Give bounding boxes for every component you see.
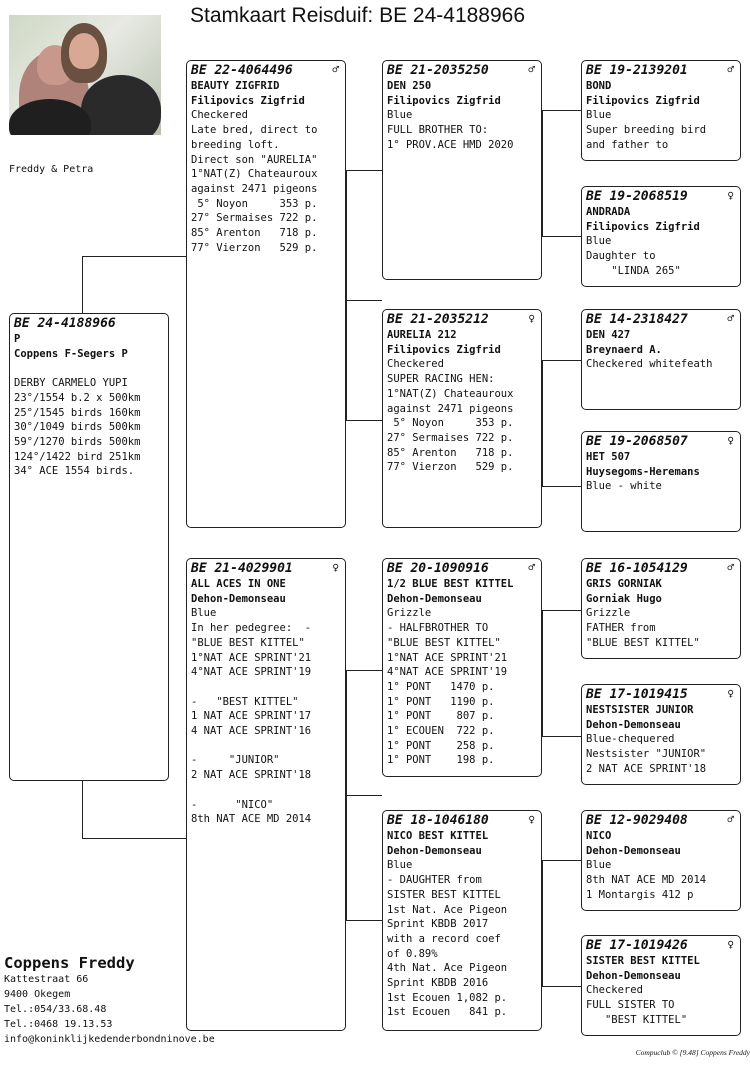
card-text-line: FULL BROTHER TO: xyxy=(387,124,489,137)
card-text-line: FATHER from xyxy=(586,622,656,635)
ring-number: BE 22-4064496 xyxy=(191,63,293,78)
card-heading-line: BEAUTY ZIGFRID xyxy=(191,80,280,92)
card-text-line: Checkered xyxy=(586,984,643,997)
card-text-line: SUPER RACING HEN: xyxy=(387,373,495,386)
card-heading-line: ANDRADA xyxy=(586,206,631,218)
owner-name: Coppens Freddy xyxy=(4,954,135,972)
card-text-line: 1st Ecouen 841 p. xyxy=(387,1006,508,1019)
card-text-line: and father to xyxy=(586,138,669,151)
card-text-line: DERBY CARMELO YUPI xyxy=(14,377,128,390)
ring-number: BE 14-2318427 xyxy=(586,312,688,327)
card-text-line xyxy=(191,680,341,695)
owner-contact xyxy=(4,954,215,1047)
card-text-line: Checkered whitefeath xyxy=(586,358,713,371)
card-text-line: FULL SISTER TO xyxy=(586,999,675,1012)
pedigree-card-sire-dam xyxy=(382,309,542,528)
ring-number: BE 20-1090916 xyxy=(387,561,489,576)
pedigree-card-ggp-8 xyxy=(581,935,741,1036)
owner-phone-2: Tel.:0468 19.13.53 xyxy=(4,1019,113,1030)
card-text-line: - DAUGHTER from xyxy=(387,874,482,887)
card-text-line: 2 NAT ACE SPRINT'18 xyxy=(191,769,312,782)
card-text-line: 59°/1270 birds 500km xyxy=(14,435,141,448)
female-symbol-icon: ♀ xyxy=(727,434,734,447)
card-text-line: In her pedegree: - xyxy=(191,622,312,635)
card-text-line: "BLUE BEST KITTEL" xyxy=(586,636,700,649)
card-text-line: "BEST KITTEL" xyxy=(586,1013,688,1026)
male-symbol-icon: ♂ xyxy=(528,561,535,574)
owner-phone-1: Tel.:054/33.68.48 xyxy=(4,1004,107,1015)
card-text-line: 5° Noyon 353 p. xyxy=(191,197,318,210)
ring-number: BE 17-1019415 xyxy=(586,687,688,702)
card-text-line: SISTER BEST KITTEL xyxy=(387,888,501,901)
card-text-line: - HALFBROTHER TO xyxy=(387,622,489,635)
pedigree-card-dam-dam xyxy=(382,810,542,1031)
ring-number: BE 16-1054129 xyxy=(586,561,688,576)
card-text-line: 8th NAT ACE MD 2014 xyxy=(586,874,707,887)
card-heading-line: 1/2 BLUE BEST KITTEL xyxy=(387,578,514,590)
card-text-line: Super breeding bird xyxy=(586,124,707,137)
female-symbol-icon: ♀ xyxy=(528,312,535,325)
female-symbol-icon: ♀ xyxy=(528,813,535,826)
card-heading-line: NICO xyxy=(586,830,612,842)
male-symbol-icon: ♂ xyxy=(332,63,339,76)
card-text-line: of 0.89% xyxy=(387,947,438,960)
card-text-line: 1°NAT(Z) Chateauroux xyxy=(387,387,514,400)
pedigree-card-ggp-7 xyxy=(581,810,741,911)
card-heading-line: Dehon-Demonseau xyxy=(387,592,482,605)
card-text-line: "BLUE BEST KITTEL" xyxy=(191,636,305,649)
pedigree-card-ggp-4 xyxy=(581,431,741,532)
card-text-line: 1°NAT ACE SPRINT'21 xyxy=(191,651,312,664)
card-text-line: Direct son "AURELIA" xyxy=(191,153,318,166)
card-text-line: 4°NAT ACE SPRINT'19 xyxy=(191,666,312,679)
pedigree-card-ggp-6 xyxy=(581,684,741,785)
card-text-line: Blue xyxy=(191,607,217,620)
card-heading-line: DEN 427 xyxy=(586,329,631,341)
ring-number: BE 19-2139201 xyxy=(586,63,688,78)
card-heading-line: Filipovics Zigfrid xyxy=(387,94,501,107)
card-text-line: "LINDA 265" xyxy=(586,264,681,277)
pedigree-card-ggp-5 xyxy=(581,558,741,659)
card-text-line: 2 NAT ACE SPRINT'18 xyxy=(586,762,707,775)
owner-city: 9400 Okegem xyxy=(4,989,71,1000)
card-text-line: - "BEST KITTEL" xyxy=(191,695,299,708)
card-heading-line: BOND xyxy=(586,80,612,92)
card-text-line: 1° PONT 1190 p. xyxy=(387,695,495,708)
card-text-line: Blue - white xyxy=(586,480,662,493)
pedigree-card-sire-sire xyxy=(382,60,542,280)
card-text-line: 85° Arenton 718 p. xyxy=(191,227,318,240)
card-heading-line: HET 507 xyxy=(586,451,631,463)
male-symbol-icon: ♂ xyxy=(727,312,734,325)
owner-street: Kattestraat 66 xyxy=(4,974,89,985)
card-heading-line: Dehon-Demonseau xyxy=(586,718,681,731)
card-text-line: - "JUNIOR" xyxy=(191,754,280,767)
card-text-line: 30°/1049 birds 500km xyxy=(14,421,141,434)
card-text-line: 5° Noyon 353 p. xyxy=(387,417,514,430)
card-text-line: 1° PONT 1470 p. xyxy=(387,680,495,693)
card-text-line: Blue xyxy=(586,109,612,122)
card-text-line: 85° Arenton 718 p. xyxy=(387,446,514,459)
pedigree-card-dam-sire xyxy=(382,558,542,777)
pedigree-card-ggp-1 xyxy=(581,60,741,161)
card-text-line: Checkered xyxy=(387,358,444,371)
card-text-line: against 2471 pigeons xyxy=(191,182,318,195)
card-text-line: 1° PROV.ACE HMD 2020 xyxy=(387,138,514,151)
footer-credit: Compuclub © [9.48] Coppens Freddy xyxy=(635,1048,750,1057)
card-text-line: 4th Nat. Ace Pigeon xyxy=(387,962,508,975)
card-heading-line: NICO BEST KITTEL xyxy=(387,830,489,842)
card-text-line: - "NICO" xyxy=(191,798,274,811)
card-text-line: Blue xyxy=(586,235,612,248)
card-text-line: Grizzle xyxy=(387,607,432,620)
card-heading-line: Filipovics Zigfrid xyxy=(586,94,700,107)
card-text-line: 1° PONT 198 p. xyxy=(387,754,495,767)
pedigree-card-subject xyxy=(9,313,169,781)
card-heading-line: Dehon-Demonseau xyxy=(191,592,286,605)
card-text-line: Blue-chequered xyxy=(586,733,675,746)
card-text-line: 1° PONT 258 p. xyxy=(387,739,495,752)
card-text-line: Late bred, direct to xyxy=(191,124,318,137)
card-text-line: Checkered xyxy=(191,109,248,122)
card-text-line: 1° PONT 807 p. xyxy=(387,710,495,723)
photo-caption: Freddy & Petra xyxy=(9,164,94,175)
ring-number: BE 21-4029901 xyxy=(191,561,293,576)
card-heading-line: Dehon-Demonseau xyxy=(586,969,681,982)
card-text-line: Sprint KBDB 2016 xyxy=(387,977,489,990)
male-symbol-icon: ♂ xyxy=(727,813,734,826)
male-symbol-icon: ♂ xyxy=(727,561,734,574)
card-text-line: 4 NAT ACE SPRINT'16 xyxy=(191,725,312,738)
card-heading-line: Breynaerd A. xyxy=(586,343,662,356)
card-text-line: 23°/1554 b.2 x 500km xyxy=(14,391,141,404)
card-text-line: Nestsister "JUNIOR" xyxy=(586,748,707,761)
card-heading-line: GRIS GORNIAK xyxy=(586,578,662,590)
card-heading-line: Filipovics Zigfrid xyxy=(191,94,305,107)
card-heading-line: ALL ACES IN ONE xyxy=(191,578,286,590)
card-heading-line: Dehon-Demonseau xyxy=(586,844,681,857)
card-text-line xyxy=(14,361,164,376)
ring-number: BE 18-1046180 xyxy=(387,813,489,828)
card-heading-line: Coppens F-Segers P xyxy=(14,347,128,360)
male-symbol-icon: ♂ xyxy=(528,63,535,76)
ring-number: BE 19-2068519 xyxy=(586,189,688,204)
card-text-line: 4°NAT ACE SPRINT'19 xyxy=(387,666,508,679)
card-text-line: Sprint KBDB 2017 xyxy=(387,918,489,931)
card-text-line: 1°NAT(Z) Chateauroux xyxy=(191,168,318,181)
pedigree-card-ggp-2 xyxy=(581,186,741,287)
female-symbol-icon: ♀ xyxy=(727,687,734,700)
card-text-line: "BLUE BEST KITTEL" xyxy=(387,636,501,649)
pedigree-card-ggp-3 xyxy=(581,309,741,410)
card-text-line: Blue xyxy=(586,859,612,872)
pedigree-card-father xyxy=(186,60,346,528)
card-text-line: 77° Vierzon 529 p. xyxy=(387,461,514,474)
card-heading-line: AURELIA 212 xyxy=(387,329,457,341)
card-text-line: against 2471 pigeons xyxy=(387,402,514,415)
card-heading-line: Filipovics Zigfrid xyxy=(586,220,700,233)
card-heading-line: Dehon-Demonseau xyxy=(387,844,482,857)
female-symbol-icon: ♀ xyxy=(727,938,734,951)
ring-number: BE 24-4188966 xyxy=(14,316,116,331)
male-symbol-icon: ♂ xyxy=(727,63,734,76)
card-text-line: 25°/1545 birds 160km xyxy=(14,406,141,419)
card-text-line: 27° Sermaises 722 p. xyxy=(191,212,318,225)
card-text-line: 1 NAT ACE SPRINT'17 xyxy=(191,710,312,723)
card-text-line xyxy=(191,783,341,798)
ring-number: BE 12-9029408 xyxy=(586,813,688,828)
card-heading-line: Huysegoms-Heremans xyxy=(586,465,700,478)
card-text-line: with a record coef xyxy=(387,932,501,945)
card-text-line: Blue xyxy=(387,859,413,872)
card-heading-line: NESTSISTER JUNIOR xyxy=(586,704,694,716)
card-text-line: 1 Montargis 412 p xyxy=(586,888,694,901)
card-heading-line: Gorniak Hugo xyxy=(586,592,662,605)
female-symbol-icon: ♀ xyxy=(332,561,339,574)
ring-number: BE 17-1019426 xyxy=(586,938,688,953)
card-text-line: 8th NAT ACE MD 2014 xyxy=(191,813,312,826)
ring-number: BE 19-2068507 xyxy=(586,434,688,449)
ring-number: BE 21-2035212 xyxy=(387,312,489,327)
card-heading-line: DEN 250 xyxy=(387,80,432,92)
owner-photo xyxy=(9,15,161,135)
owner-email[interactable]: info@koninklijkedenderbondninove.be xyxy=(4,1034,215,1045)
card-text-line: 1°NAT ACE SPRINT'21 xyxy=(387,651,508,664)
card-text-line: 1st Nat. Ace Pigeon xyxy=(387,903,508,916)
card-text-line: Blue xyxy=(387,109,413,122)
page-title: Stamkaart Reisduif: BE 24-4188966 xyxy=(190,4,526,27)
card-heading-line: P xyxy=(14,333,21,345)
card-heading-line: SISTER BEST KITTEL xyxy=(586,955,700,967)
card-text-line: 27° Sermaises 722 p. xyxy=(387,431,514,444)
card-text-line: 1° ECOUEN 722 p. xyxy=(387,725,495,738)
card-text-line: breeding loft. xyxy=(191,138,280,151)
card-text-line: 34° ACE 1554 birds. xyxy=(14,465,135,478)
card-text-line: Daughter to xyxy=(586,250,656,263)
card-text-line: 124°/1422 bird 251km xyxy=(14,450,141,463)
card-heading-line: Filipovics Zigfrid xyxy=(387,343,501,356)
female-symbol-icon: ♀ xyxy=(727,189,734,202)
card-text-line: Grizzle xyxy=(586,607,631,620)
ring-number: BE 21-2035250 xyxy=(387,63,489,78)
card-text-line: 1st Ecouen 1,082 p. xyxy=(387,991,508,1004)
card-text-line xyxy=(191,739,341,754)
card-text-line: 77° Vierzon 529 p. xyxy=(191,241,318,254)
